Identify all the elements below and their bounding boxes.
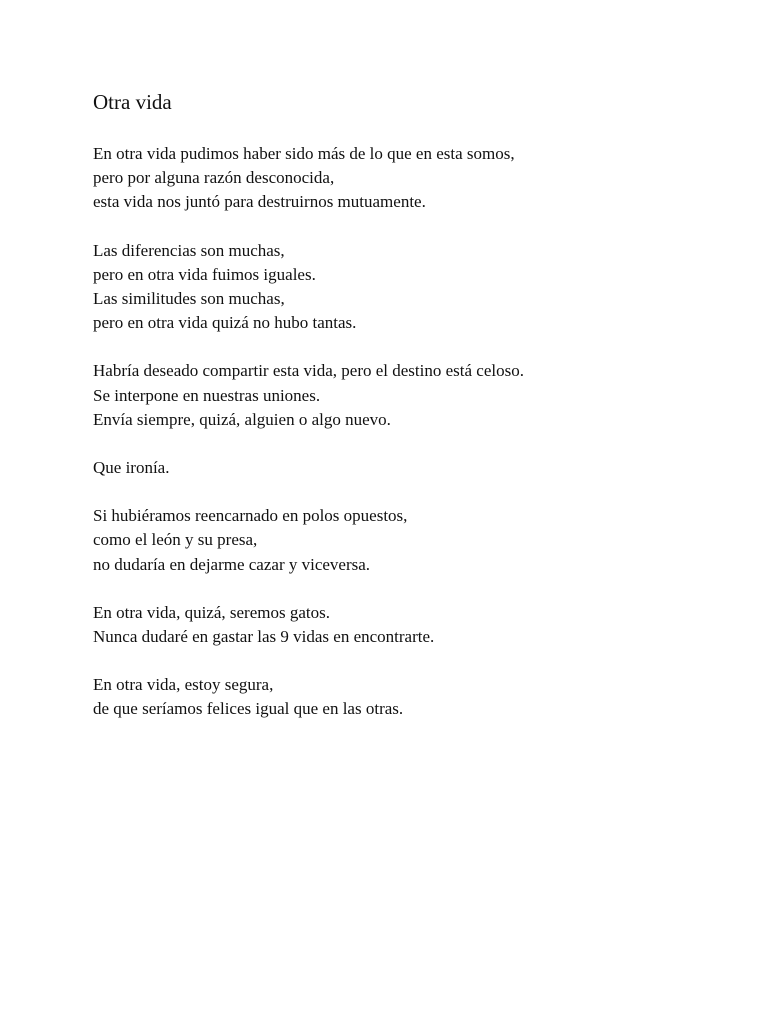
poem-line: Si hubiéramos reencarnado en polos opuestos,: [93, 506, 408, 526]
poem-line: Nunca dudaré en gastar las 9 vidas en encontrarte.: [93, 627, 435, 647]
poem-line: Que ironía.: [93, 458, 170, 478]
poem-line: pero en otra vida fuimos iguales.: [93, 264, 316, 284]
poem-title: Otra vida: [93, 90, 172, 114]
poem-line: de que seríamos felices igual que en las otras.: [93, 699, 404, 719]
poem-line: esta vida nos juntó para destruirnos mutuamente.: [93, 192, 426, 212]
poem-line: pero por alguna razón desconocida,: [93, 168, 335, 188]
poem-line: Habría deseado compartir esta vida, pero el destino está celoso.: [93, 361, 524, 381]
stanza-1: [93, 142, 733, 215]
stanza-6: [93, 601, 733, 649]
poem-line: En otra vida pudimos haber sido más de lo que en esta somos,: [93, 144, 515, 163]
poem-line: Se interpone en nuestras uniones.: [93, 385, 321, 405]
poem-line: Las similitudes son muchas,: [93, 289, 285, 309]
poem-line: pero en otra vida quizá no hubo tantas.: [93, 313, 357, 333]
stanza-5: [93, 504, 733, 577]
poem-line: Las diferencias son muchas,: [93, 240, 285, 260]
stanza-3: [93, 359, 733, 432]
poem-line: Envía siempre, quizá, alguien o algo nuevo.: [93, 409, 391, 429]
poem-line: como el león y su presa,: [93, 530, 258, 550]
poem-body: [93, 142, 733, 746]
stanza-7: [93, 673, 733, 721]
poem-line: En otra vida, estoy segura,: [93, 675, 274, 695]
poem-line: En otra vida, quizá, seremos gatos.: [93, 602, 330, 622]
stanza-2: [93, 239, 733, 336]
poem-line: no dudaría en dejarme cazar y viceversa.: [93, 554, 371, 574]
stanza-4: [93, 456, 733, 480]
